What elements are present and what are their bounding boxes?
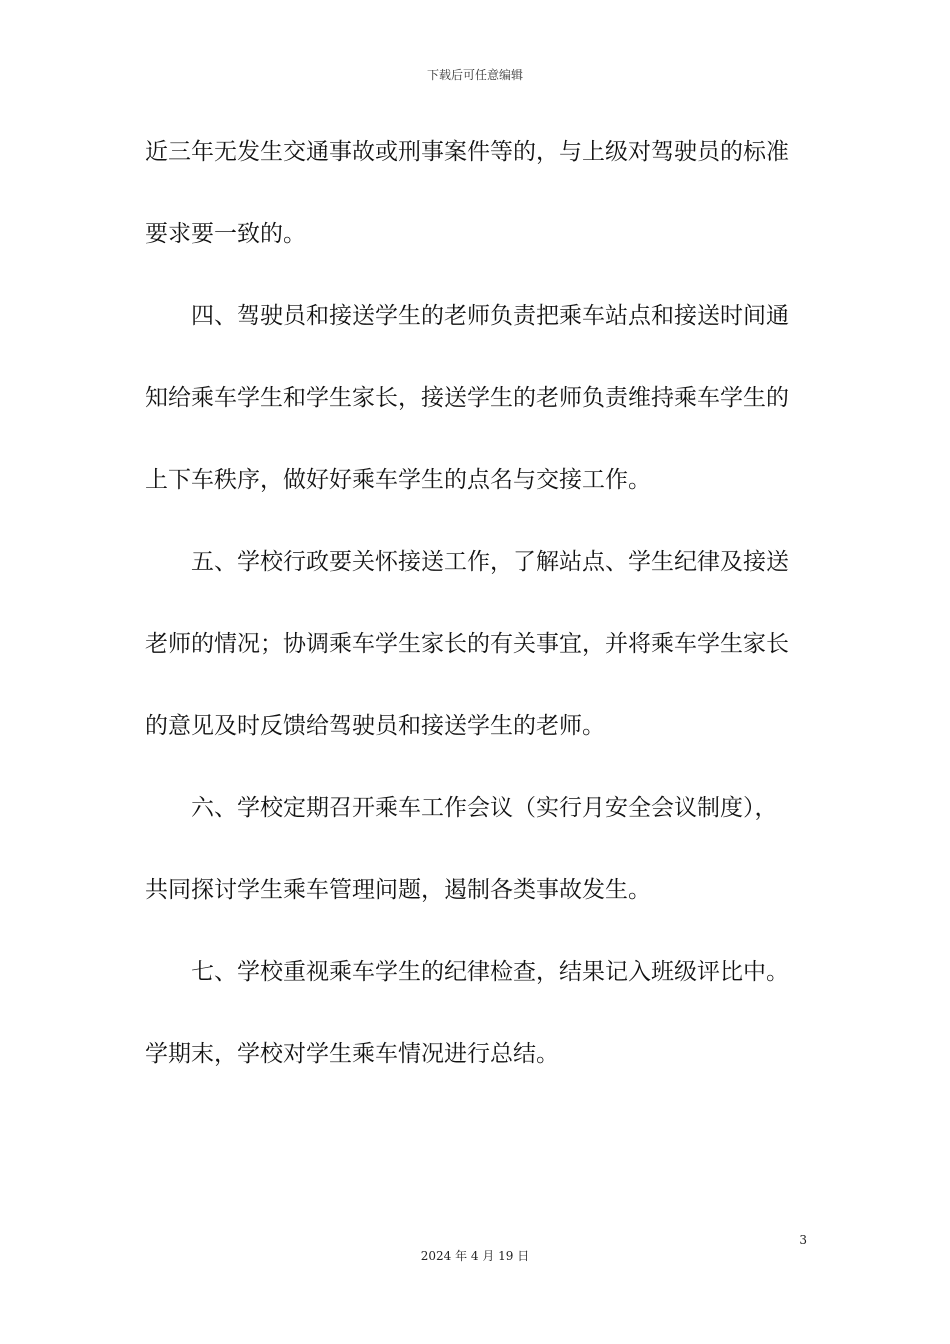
body-line: 老师的情况；协调乘车学生家长的有关事宜，并将乘车学生家长 bbox=[145, 631, 789, 657]
paragraph-start-line: 四、驾驶员和接送学生的老师负责把乘车站点和接送时间通 bbox=[191, 303, 789, 329]
body-line: 学期末，学校对学生乘车情况进行总结。 bbox=[145, 1041, 559, 1067]
page-number: 3 bbox=[799, 1233, 807, 1247]
document-body bbox=[145, 132, 815, 1116]
page-date: 2024 年 4 月 19 日 bbox=[420, 1249, 530, 1263]
body-line: 共同探讨学生乘车管理问题，遏制各类事故发生。 bbox=[145, 877, 651, 903]
body-line: 近三年无发生交通事故或刑事案件等的，与上级对驾驶员的标准 bbox=[145, 139, 789, 165]
paragraph-start-line: 六、学校定期召开乘车工作会议（实行月安全会议制度）， bbox=[191, 795, 778, 821]
page-header: 下载后可任意编辑 bbox=[426, 68, 523, 82]
body-line: 的意见及时反馈给驾驶员和接送学生的老师。 bbox=[145, 713, 605, 739]
body-line: 上下车秩序，做好好乘车学生的点名与交接工作。 bbox=[145, 467, 651, 493]
paragraph-start-line: 五、学校行政要关怀接送工作，了解站点、学生纪律及接送 bbox=[191, 549, 789, 575]
body-line: 要求要一致的。 bbox=[145, 221, 306, 247]
paragraph-start-line: 七、学校重视乘车学生的纪律检查，结果记入班级评比中。 bbox=[191, 959, 789, 985]
body-line: 知给乘车学生和学生家长，接送学生的老师负责维持乘车学生的 bbox=[145, 385, 789, 411]
